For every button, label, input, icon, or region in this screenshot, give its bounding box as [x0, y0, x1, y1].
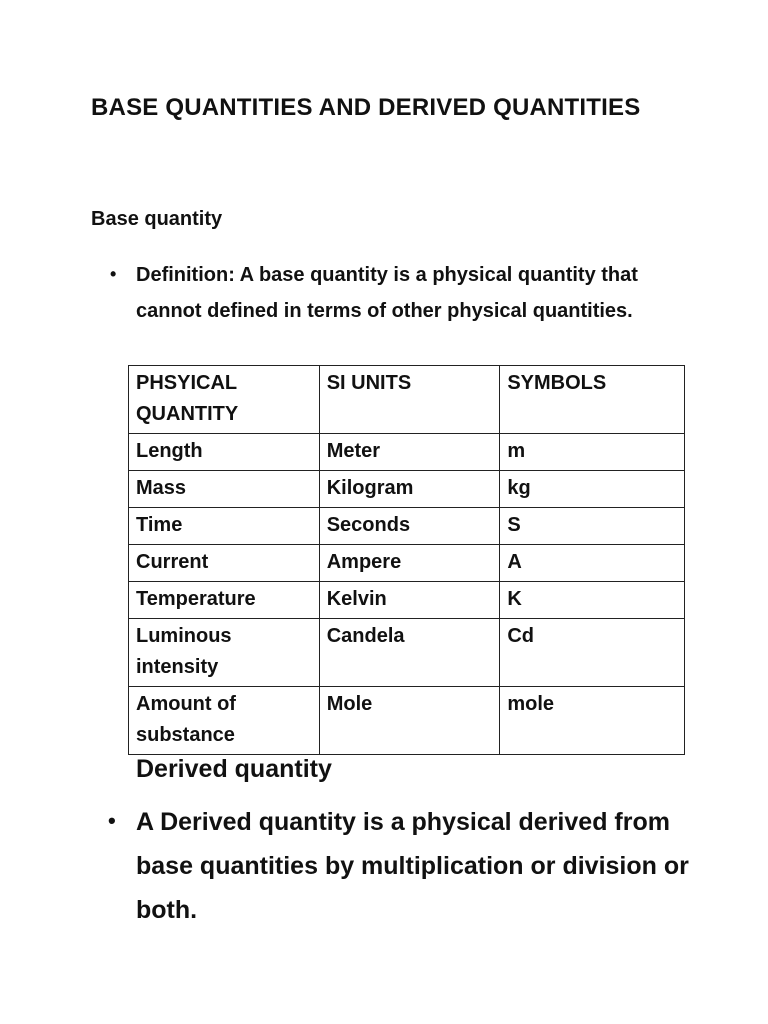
table-row	[129, 508, 685, 545]
base-definition-bullet	[110, 257, 696, 329]
table-row	[129, 434, 685, 471]
table-row	[129, 619, 685, 687]
cell-unit: Mole	[319, 687, 500, 755]
header-symbols: SYMBOLS	[500, 366, 685, 434]
page-title: BASE QUANTITIES AND DERIVED QUANTITIES	[91, 94, 641, 121]
cell-unit: Ampere	[319, 545, 500, 582]
base-definition-text: Definition: A base quantity is a physical quantity that cannot defined in terms of other physical quantities.	[136, 264, 638, 322]
derived-definition-text: A Derived quantity is a physical derived from base quantities by multiplication or division or both.	[136, 808, 689, 924]
base-quantity-heading: Base quantity	[91, 208, 223, 230]
cell-unit: Meter	[319, 434, 500, 471]
table-row	[129, 471, 685, 508]
cell-quantity: Luminous intensity	[129, 619, 320, 687]
cell-quantity: Temperature	[129, 582, 320, 619]
cell-quantity: Mass	[129, 471, 320, 508]
cell-quantity: Time	[129, 508, 320, 545]
cell-quantity: Current	[129, 545, 320, 582]
cell-symbol: K	[500, 582, 685, 619]
cell-symbol: Cd	[500, 619, 685, 687]
bullet-icon: •	[108, 808, 116, 833]
cell-unit: Candela	[319, 619, 500, 687]
derived-quantity-heading: Derived quantity	[136, 755, 332, 783]
cell-symbol: mole	[500, 687, 685, 755]
cell-symbol: S	[500, 508, 685, 545]
cell-quantity: Length	[129, 434, 320, 471]
quantities-table	[128, 365, 685, 755]
cell-unit: Kilogram	[319, 471, 500, 508]
table-header-row	[129, 366, 685, 434]
cell-symbol: m	[500, 434, 685, 471]
header-physical-quantity: PHSYICAL QUANTITY	[129, 366, 320, 434]
cell-quantity: Amount of substance	[129, 687, 320, 755]
header-si-units: SI UNITS	[319, 366, 500, 434]
cell-symbol: kg	[500, 471, 685, 508]
table-row	[129, 582, 685, 619]
cell-unit: Kelvin	[319, 582, 500, 619]
derived-definition-bullet	[108, 800, 716, 932]
table-row	[129, 687, 685, 755]
cell-unit: Seconds	[319, 508, 500, 545]
bullet-icon: •	[110, 264, 117, 284]
table-row	[129, 545, 685, 582]
cell-symbol: A	[500, 545, 685, 582]
